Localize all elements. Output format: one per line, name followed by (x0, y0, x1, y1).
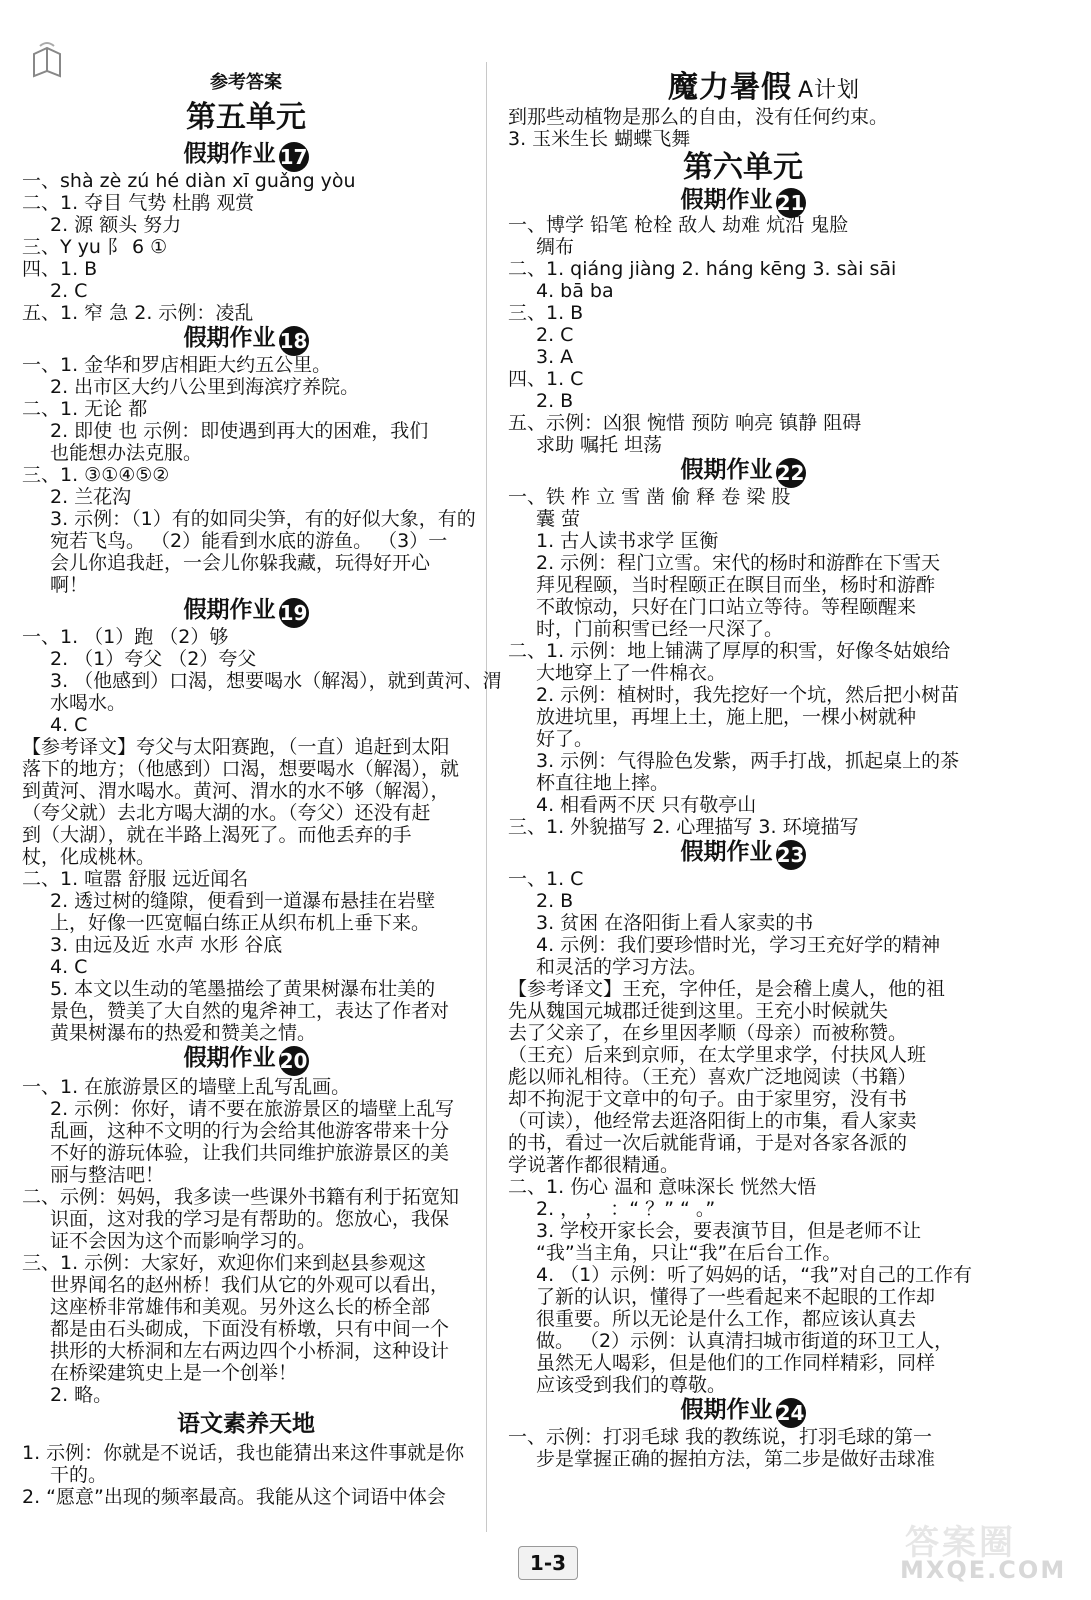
answer-line: 做。 （2）示例：认真清扫城市街道的环卫工人， (536, 1330, 954, 1352)
translation-line: （夸父就）去北方喝大湖的水。（夸父）还没有赶 (22, 802, 431, 824)
answer-line: 二、1. 无论 都 (22, 398, 148, 420)
answer-line: 2. B (536, 390, 574, 412)
answer-line: 一、铁 柞 立 雪 凿 偷 释 卷 梁 股 (508, 486, 791, 508)
column-divider (486, 62, 487, 1532)
answer-line: 2. 即使 也 示例：即使遇到再大的困难，我们 (50, 420, 429, 442)
unit-title-5: 第五单元 (186, 100, 306, 135)
answer-line: 识面，这对我的学习是有帮助的。您放心，我保 (50, 1208, 450, 1230)
translation-line: 【参考译文】王充，字仲任，是会稽上虞人，他的祖 (508, 978, 946, 1000)
section-title: 语文素养天地 (177, 1411, 315, 1437)
homework-18-heading: 假期作业 18 (22, 322, 470, 356)
homework-number-badge: 21 (776, 188, 806, 218)
answer-line: 3. （他感到）口渴，想要喝水（解渴），就到黄河、渭 (50, 670, 502, 692)
answer-line: 干的。 (50, 1464, 108, 1486)
answer-line: 不好的游玩体验，让我们共同维护旅游景区的美 (50, 1142, 450, 1164)
answer-line: 水喝水。 (50, 692, 127, 714)
answer-line: 2. ， ， ：“ ？” “ 。” (536, 1198, 716, 1220)
answer-line: 四、1. C (508, 368, 584, 390)
answer-line: 一、1. 在旅游景区的墙壁上乱写乱画。 (22, 1076, 351, 1098)
answer-line: 3. 示例：（1）有的如同尖笋，有的好似大象，有的 (50, 508, 476, 530)
homework-number-badge: 20 (279, 1046, 309, 1076)
answer-line: 2. “愿意”出现的频率最高。我能从这个词语中体会 (22, 1486, 446, 1508)
answer-line: 一、博学 铅笔 枪栓 敌人 劫难 炕沿 鬼脸 (508, 214, 849, 236)
answer-line: 景色，赞美了大自然的鬼斧神工，表达了作者对 (50, 1000, 450, 1022)
translation-line: 去了父亲了，在乡里因孝顺（母亲）而被称赞。 (508, 1022, 908, 1044)
answer-line: 世界闻名的赵州桥！我们从它的外观可以看出， (50, 1274, 450, 1296)
answer-line: 绸布 (536, 236, 575, 258)
answer-line: 二、示例：妈妈，我多读一些课外书籍有利于拓宽知 (22, 1186, 460, 1208)
answer-line: 会儿你追我赶，一会儿你躲我藏，玩得好开心 (50, 552, 431, 574)
translation-line: 到黄河、渭水喝水。黄河、渭水的水不够（解渴）， (22, 780, 450, 802)
homework-19-heading: 假期作业 19 (22, 594, 470, 628)
answer-line: 啊！ (50, 574, 89, 596)
answer-line: 拜见程颐，当时程颐正在瞑目而坐，杨时和游酢 (536, 574, 936, 596)
watermark-site: MXQE.COM (900, 1556, 1067, 1584)
answer-line: 到那些动植物是那么的自由，没有任何约束。 (508, 106, 889, 128)
answer-line: 囊 萤 (536, 508, 581, 530)
answer-line: 了新的认识，懂得了一些看起来不起眼的工作却 (536, 1286, 936, 1308)
answer-line: 2. C (536, 324, 574, 346)
answer-line: 3. 玉米生长 蝴蝶飞舞 (508, 128, 691, 150)
answer-line: 乱画，这种不文明的行为会给其他游客带来十分 (50, 1120, 450, 1142)
answer-line: 3. A (536, 346, 574, 368)
answer-line: 2. 兰花沟 (50, 486, 132, 508)
answer-line: “我”当主角，只让“我”在后台工作。 (536, 1242, 842, 1264)
answer-line: 5. 本文以生动的笔墨描绘了黄果树瀑布壮美的 (50, 978, 436, 1000)
answer-line: 三、1. 示例：大家好，欢迎你们来到赵县参观这 (22, 1252, 427, 1274)
answer-line: 五、示例：凶狠 惋惜 预防 响亮 镇静 阻碍 (508, 412, 862, 434)
answer-line: 2. 透过树的缝隙，便看到一道瀑布悬挂在岩壁 (50, 890, 436, 912)
translation-line: （可读），他经常去逛洛阳街上的市集，看人家卖 (508, 1110, 917, 1132)
answer-line: 一、1. （1）跑 （2）够 (22, 626, 229, 648)
answer-line: 放进坑里，再埋上土，施上肥，一棵小树就种 (536, 706, 917, 728)
answer-line: 拱形的大桥洞和左右两边四个小桥洞，这种设计 (50, 1340, 450, 1362)
answer-line: 2. 出市区大约八公里到海滨疗养院。 (50, 376, 360, 398)
answer-line: 3. 贫困 在洛阳街上看人家卖的书 (536, 912, 814, 934)
answer-line: 二、1. 伤心 温和 意味深长 恍然大悟 (508, 1176, 817, 1198)
homework-number-badge: 17 (279, 142, 309, 172)
homework-23-heading: 假期作业 23 (508, 836, 978, 870)
translation-line: 的书，看过一次后就能背诵，于是对各家各派的 (508, 1132, 908, 1154)
answer-line: 大地穿上了一件棉衣。 (536, 662, 727, 684)
translation-line: 杖，化成桃林。 (22, 846, 156, 868)
answer-header: 参考答案 (210, 72, 282, 93)
answer-line: 三、1. ③①④⑤② (22, 464, 170, 486)
answer-line: 3. 由远及近 水声 水形 谷底 (50, 934, 283, 956)
answer-line: 4. 相看两不厌 只有敬亭山 (536, 794, 757, 816)
answer-line: 丽与整洁吧！ (50, 1164, 165, 1186)
answer-line: 一、示例：打羽毛球 我的教练说，打羽毛球的第一 (508, 1426, 933, 1448)
brand-suffix: A计划 (798, 78, 861, 103)
answer-line: 在桥梁建筑史上是一个创举！ (50, 1362, 298, 1384)
homework-number-badge: 18 (279, 326, 309, 356)
answer-line: 一、1. 金华和罗店相距大约五公里。 (22, 354, 332, 376)
homework-20-heading: 假期作业 20 (22, 1042, 470, 1076)
translation-line: 彪以师礼相待。（王充）喜欢广泛地阅读（书籍） (508, 1066, 917, 1088)
answer-line: 4. （1）示例：听了妈妈的话，“我”对自己的工作有 (536, 1264, 972, 1286)
answer-line: 一、shà zè zú hé diàn xī guǎng yòu (22, 170, 356, 192)
watermark-logo: 答案圈 (905, 1523, 1016, 1563)
page-number: 1-3 (518, 1546, 578, 1580)
answer-line: 三、Y yu 阝 6 ① (22, 236, 168, 258)
homework-number-badge: 22 (776, 458, 806, 488)
answer-line: 三、1. 外貌描写 2. 心理描写 3. 环境描写 (508, 816, 859, 838)
answer-line: 证不会因为这个而影响学习的。 (50, 1230, 317, 1252)
answer-line: 也能想办法克服。 (50, 442, 203, 464)
homework-21-heading: 假期作业 21 (508, 184, 978, 218)
answer-line: 二、1. 示例：地上铺满了厚厚的积雪，好像冬姑娘给 (508, 640, 951, 662)
brand-title (668, 62, 860, 106)
answer-line: 二、1. 喧嚣 舒服 远近闻名 (22, 868, 249, 890)
answer-line: 五、1. 窄 急 2. 示例：凌乱 (22, 302, 254, 324)
answer-line: 都是由石头砌成，下面没有桥墩，只有中间一个 (50, 1318, 450, 1340)
answer-line: 1. 古人读书求学 匡衡 (536, 530, 719, 552)
homework-number-badge: 23 (776, 840, 806, 870)
brand-name: 魔力暑假 (668, 70, 792, 105)
answer-line: 虽然无人喝彩，但是他们的工作同样精彩，同样 (536, 1352, 936, 1374)
answer-line: 4. 示例：我们要珍惜时光，学习王充好学的精神 (536, 934, 941, 956)
answer-line: 2. 略。 (50, 1384, 113, 1406)
answer-line: 这座桥非常雄伟和美观。另外这么长的桥全部 (50, 1296, 431, 1318)
answer-line: 步是掌握正确的握拍方法，第二步是做好击球准 (536, 1448, 936, 1470)
answer-line: 二、1. 夺目 气势 杜鹃 观赏 (22, 192, 255, 214)
unit-title-6: 第六单元 (683, 150, 803, 185)
answer-line: 三、1. B (508, 302, 584, 324)
answer-line: 2. 示例：植树时，我先挖好一个坑，然后把小树苗 (536, 684, 960, 706)
answer-line: 应该受到我们的尊敬。 (536, 1374, 727, 1396)
answer-line: 2. C (50, 280, 88, 302)
homework-number-badge: 19 (279, 598, 309, 628)
answer-line: 很重要。所以无论是什么工作，都应该认真去 (536, 1308, 917, 1330)
homework-17-heading: 假期作业 17 (22, 138, 470, 172)
answer-line: 3. 示例：气得脸色发紫，两手打战，抓起桌上的茶 (536, 750, 960, 772)
answer-line: 1. 示例：你就是不说话，我也能猜出来这件事就是你 (22, 1442, 465, 1464)
homework-22-heading: 假期作业 22 (508, 454, 978, 488)
answer-line: 二、1. qiáng jiàng 2. háng kēng 3. sài sāi (508, 258, 897, 280)
translation-line: 却不拘泥于文章中的句子。由于家里穷，没有书 (508, 1088, 908, 1110)
answer-line: 不敢惊动，只好在门口站立等待。等程颐醒来 (536, 596, 917, 618)
answer-line: 时，门前积雪已经一尺深了。 (536, 618, 784, 640)
answer-line: 2. 源 额头 努力 (50, 214, 182, 236)
translation-line: 【参考译文】夸父与太阳赛跑，（一直）追赶到太阳 (22, 736, 450, 758)
answer-line: 4. C (50, 714, 88, 736)
answer-line: 4. bā ba (536, 280, 614, 302)
answer-line: 求助 嘱托 坦荡 (536, 434, 663, 456)
answer-line: 2. （1）夸父 （2）夸父 (50, 648, 257, 670)
answer-line: 3. 学校开家长会，要表演节目，但是老师不让 (536, 1220, 922, 1242)
answer-line: 杯直往地上摔。 (536, 772, 670, 794)
translation-line: 学说著作都很精通。 (508, 1154, 680, 1176)
answer-line: 2. 示例：你好，请不要在旅游景区的墙壁上乱写 (50, 1098, 455, 1120)
translation-line: 先从魏国元城郡迁徙到这里。王充小时候就失 (508, 1000, 889, 1022)
answer-line: 宛若飞鸟。 （2）能看到水底的游鱼。 （3）一 (50, 530, 448, 552)
answer-line: 和灵活的学习方法。 (536, 956, 708, 978)
translation-line: 落下的地方；（他感到）口渴，想要喝水（解渴），就 (22, 758, 460, 780)
answer-line: 2. 示例：程门立雪。宋代的杨时和游酢在下雪天 (536, 552, 941, 574)
answer-line: 好了。 (536, 728, 594, 750)
answer-line: 4. C (50, 956, 88, 978)
homework-24-heading: 假期作业 24 (508, 1394, 978, 1428)
answer-line: 四、1. B (22, 258, 98, 280)
answer-line: 一、1. C (508, 868, 584, 890)
answer-line: 黄果树瀑布的热爱和赞美之情。 (50, 1022, 317, 1044)
translation-line: （王充）后来到京师，在太学里求学，付扶风人班 (508, 1044, 927, 1066)
answer-line: 上，好像一匹宽幅白练正从织布机上垂下来。 (50, 912, 431, 934)
answer-line: 2. B (536, 890, 574, 912)
homework-number-badge: 24 (776, 1398, 806, 1428)
translation-line: 到（大湖），就在半路上渴死了。而他丢弃的手 (22, 824, 412, 846)
